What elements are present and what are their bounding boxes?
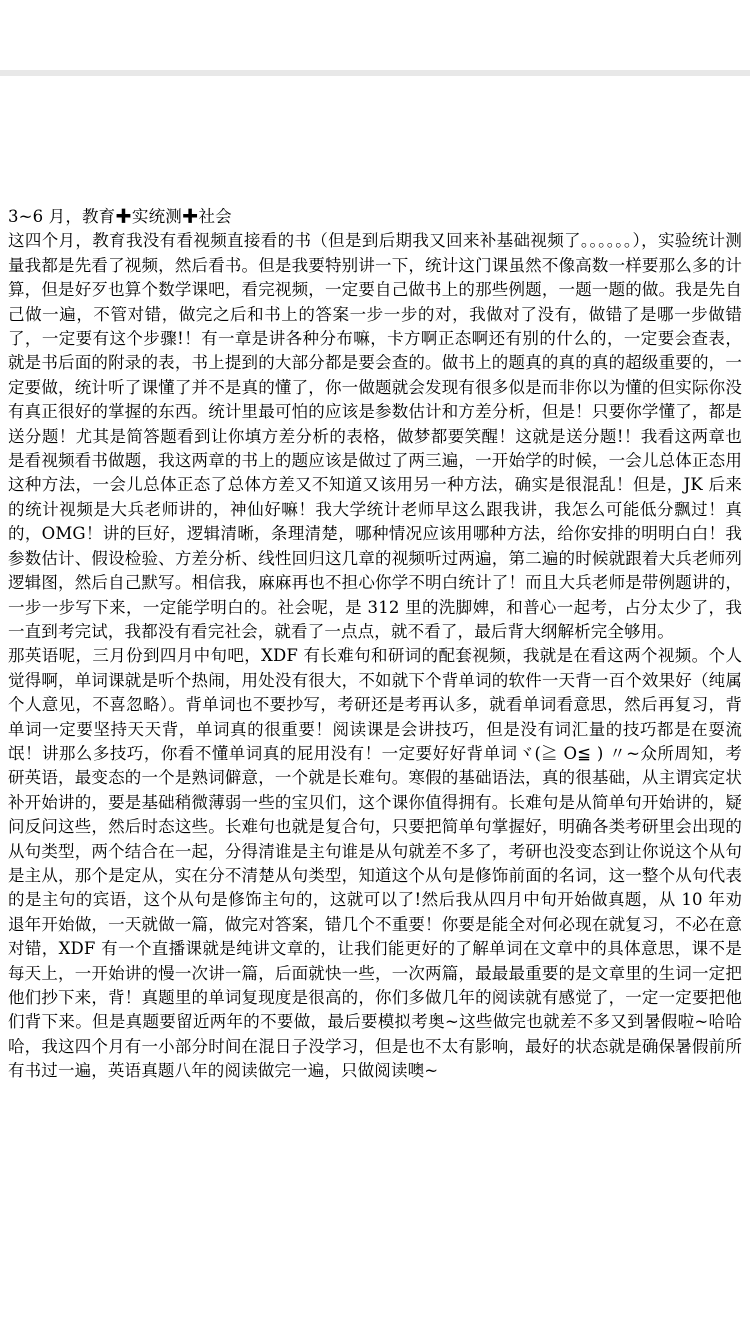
article-body: [8, 205, 742, 1084]
article-heading: 3~6 月，教育✚实统测✚社会: [8, 207, 232, 226]
paragraph-education-statistics: 这四个月，教育我没有看视频直接看的书（但是到后期我又回来补基础视频了。。。。。。），实验统计测量我都是先看了视频，然后看书。但是我要特别讲一下，统计这门课虽然不像高数一样要那么多的计算，但是好歹也算个数学课吧，看完视频，一定要自己做书上的那些例题，一题一题的做。我是先自己做一遍，不管对错，做完之后和书上的答案一步一步的对，我做对了没有，做错了是哪一步做错了，一定要有这个步骤!！有一章是讲各种分布嘛，卡方啊正态啊还有别的什么的，一定要会查表，就是书后面的附录的表，书上提到的大部分都是要会查的。做书上的题真的真的真的超级重要的，一定要做，统计听了课懂了并不是真的懂了，你一做题就会发现有很多似是而非你以为懂的但实际你没有真正很好的掌握的东西。统计里最可怕的应该是参数估计和方差分析，但是！只要你学懂了，都是送分题！尤其是简答题看到让你填方差分析的表格，做梦都要笑醒！这就是送分题!！我看这两章也是看视频看书做题，我这两章的书上的题应该是做过了两三遍，一开始学的时候，一会儿总体正态用这种方法，一会儿总体正态了总体方差又不知道又该用另一种方法，确实是很混乱！但是，JK 后来的统计视频是大兵老师讲的，神仙好嘛！我大学统计老师早这么跟我讲，我怎么可能低分飘过！真的，OMG！讲的巨好，逻辑清晰，条理清楚，哪种情况应该用哪种方法，给你安排的明明白白！我参数估计、假设检验、方差分析、线性回归这几章的视频听过两遍，第二遍的时候就跟着大兵老师列逻辑图，然后自己默写。相信我，麻麻再也不担心你学不明白统计了！而且大兵老师是带例题讲的，一步一步写下来，一定能学明白的。社会呢，是 312 里的洗脚婢，和普心一起考，占分太少了，我一直到考完试，我都没有看完社会，就看了一点点，就不看了，最后背大纲解析完全够用。: [8, 231, 742, 641]
top-divider-bar: [0, 70, 750, 76]
paragraph-english: 那英语呢，三月份到四月中旬吧，XDF 有长难句和研词的配套视频，我就是在看这两个视频。个人觉得啊，单词课就是听个热闹，用处没有很大，不如就下个背单词的软件一天背一百个效果好（纯属个人意见，不喜忽略）。背单词也不要抄写，考研还是考再认多，就看单词看意思，然后再复习，背单词一定要坚持天天背，单词真的很重要！阅读课是会讲技巧，但是没有词汇量的技巧都是在耍流氓！讲那么多技巧，你看不懂单词真的屁用没有！一定要好好背单词ヾ(≧ O≦ ) 〃~众所周知，考研英语，最变态的一个是熟词僻意，一个就是长难句。寒假的基础语法，真的很基础，从主谓宾定状补开始讲的，要是基础稍微薄弱一些的宝贝们，这个课你值得拥有。长难句是从简单句开始讲的，疑问反问这些，然后时态这些。长难句也就是复合句，只要把简单句掌握好，明确各类考研里会出现的从句类型，两个结合在一起，分得清谁是主句谁是从句就差不多了，考研也没变态到让你说这个从句是主从，那个是定从，实在分不清楚从句类型，知道这个从句是修饰前面的名词，这一整个从句代表的是主句的宾语，这个从句是修饰主句的，这就可以了!然后我从四月中旬开始做真题，从 10 年劝退年开始做，一天就做一篇，做完对答案，错几个不重要！你要是能全对何必现在就复习，不必在意对错，XDF 有一个直播课就是纯讲文章的，让我们能更好的了解单词在文章中的具体意思，课不是每天上，一开始讲的慢一次讲一篇，后面就快一些，一次两篇，最最最重要的是文章里的生词一定把他们抄下来，背！真题里的单词复现度是很高的，你们多做几年的阅读就有感觉了，一定一定要把他们背下来。但是真题要留近两年的不要做，最后要模拟考奥~这些做完也就差不多又到暑假啦~哈哈哈，我这四个月有一小部分时间在混日子没学习，但是也不太有影响，最好的状态就是确保暑假前所有书过一遍，英语真题八年的阅读做完一遍，只做阅读噢~: [8, 646, 742, 1081]
